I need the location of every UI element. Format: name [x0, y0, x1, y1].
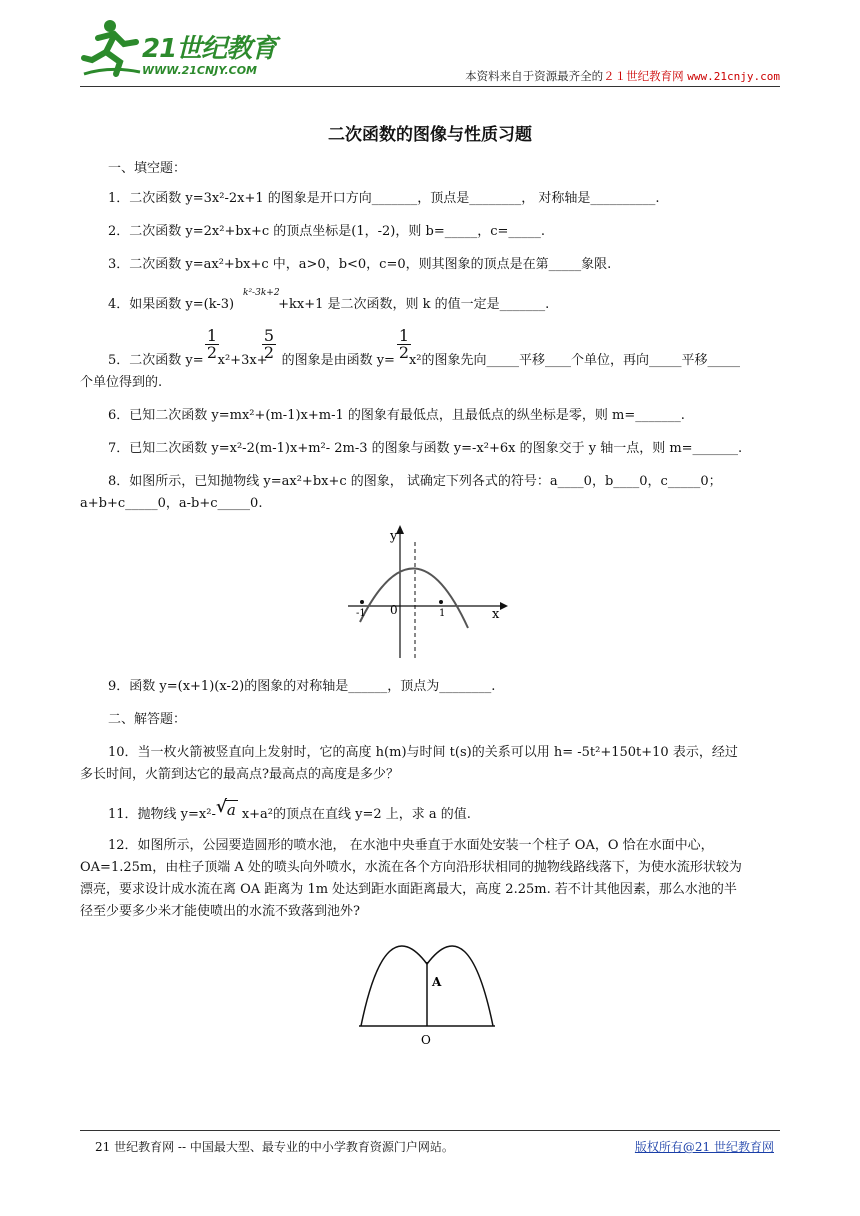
- question-5-part-b: x²+3x+: [217, 353, 268, 368]
- question-2: 2．二次函数 y=2x²+bx+c 的顶点坐标是(1，-2)，则 b=_____，c=_____.: [108, 224, 546, 239]
- section-answer: 二、解答题：: [108, 712, 187, 727]
- logo-text: 21世纪教育: [142, 34, 277, 64]
- question-5: [80, 352, 808, 370]
- question-10: 10．当一枚火箭被竖直向上发射时，它的高度 h(m)与时间 t(s)的关系可以用 h= -5t²+150t+10 表示，经过: [108, 745, 738, 760]
- question-8-cont: a+b+c_____0，a-b+c_____0.: [80, 496, 263, 511]
- question-5-part-a: 5．二次函数 y=: [108, 353, 204, 368]
- source-url[interactable]: www.21cnjy.com: [687, 70, 780, 83]
- left-water-arc: [361, 946, 427, 1026]
- question-5-part-c: 的图象是由函数 y=: [281, 353, 395, 368]
- question-10-cont: 多长时间，火箭到达它的最高点?最高点的高度是多少？: [80, 767, 399, 782]
- fraction-half-1: $\frac{1}{2}$: [206, 326, 218, 362]
- question-8: 8．如图所示，已知抛物线 y=ax²+bx+c 的图象， 试确定下列各式的符号：a____0，b____0，c_____0；: [108, 474, 722, 489]
- page-title: 二次函数的图像与性质习题: [328, 125, 532, 145]
- source-line: [465, 68, 780, 84]
- question-4-start: 4．如果函数 y=(k-3): [108, 297, 235, 312]
- question-9: 9．函数 y=(x+1)(x-2)的图象的对称轴是______，顶点为________.: [108, 679, 496, 694]
- question-3: 3．二次函数 y=ax²+bx+c 中，a>0，b<0，c=0，则其图象的顶点是在第_____象限.: [108, 257, 612, 272]
- point-neg1: [360, 600, 364, 604]
- copyright-link[interactable]: 版权所有@21 世纪教育网: [634, 1140, 774, 1154]
- section-fill-in: 一、填空题：: [108, 161, 187, 176]
- x-label: x: [492, 607, 500, 622]
- question-5-part-d: x²的图象先向_____平移____个单位，再向_____平移_____: [408, 353, 740, 368]
- point-1: [439, 600, 443, 604]
- question-7: 7．已知二次函数 y=x²-2(m-1)x+m²- 2m-3 的图象与函数 y=-x²+6x 的图象交于 y 轴一点，则 m=_______.: [108, 441, 743, 456]
- fraction-five-halves: $\frac{5}{2}$: [263, 326, 275, 362]
- parabola-figure: [340, 522, 510, 660]
- runner-logo-icon: [80, 16, 142, 78]
- question-11-end: x+a²的顶点在直线 y=2 上，求 a 的值.: [241, 807, 471, 822]
- question-12-line2: OA=1.25m，由柱子顶端 A 处的喷头向外喷水，水流在各个方向沿形状相同的抛物线路线落下，为使水流形状较为: [80, 860, 742, 875]
- logo-url: WWW.21CNJY.COM: [142, 64, 257, 77]
- source-site: ２１世纪教育网: [603, 69, 684, 83]
- point-a-label: A: [432, 975, 442, 989]
- x-axis-arrow: [500, 602, 508, 610]
- question-5-cont: 个单位得到的.: [80, 375, 163, 390]
- sqrt-icon: √: [215, 797, 228, 817]
- question-11: [80, 797, 808, 824]
- question-1: 1．二次函数 y=3x²-2x+1 的图象是开口方向_______，顶点是________， 对称轴是__________.: [108, 191, 660, 206]
- source-prefix: 本资料来自于资源最齐全的: [465, 69, 604, 83]
- fountain-figure: [355, 928, 500, 1050]
- y-label: y: [390, 529, 398, 544]
- question-12-line3: 漂亮，要求设计成水流在离 OA 距离为 1m 处达到距水面距离最大，高度 2.25m. 若不计其他因素，那么水池的半: [80, 882, 737, 897]
- neg1-label: -1: [356, 608, 366, 619]
- one-label: 1: [439, 608, 446, 619]
- question-11-start: 11．抛物线 y=x²-: [108, 807, 216, 822]
- question-4-end: +kx+1 是二次函数，则 k 的值一定是_______.: [278, 297, 550, 312]
- question-4-exponent: k²-3k+2: [243, 288, 280, 298]
- question-12: 12．如图所示，公园要造圆形的喷水池， 在水池中央垂直于水面处安装一个柱子 OA，O 恰在水面中心，: [108, 838, 714, 853]
- question-4: [80, 296, 808, 314]
- logo: [80, 16, 280, 80]
- fraction-half-2: $\frac{1}{2}$: [398, 326, 410, 362]
- sqrt-a: √ a: [215, 797, 236, 819]
- question-12-line4: 径至少要多少米才能使喷出的水流不致落到池外?: [80, 904, 360, 919]
- footer-text: 21 世纪教育网 -- 中国最大型、最专业的中小学教育资源门户网站。: [95, 1140, 454, 1154]
- parabola-curve: [360, 568, 468, 628]
- point-o-label: O: [421, 1033, 431, 1047]
- page-header: [80, 16, 780, 86]
- question-6: 6．已知二次函数 y=mx²+(m-1)x+m-1 的图象有最低点，且最低点的纵坐标是零，则 m=_______.: [108, 408, 685, 423]
- footer-divider: [80, 1130, 780, 1131]
- origin-label: 0: [390, 603, 398, 617]
- header-divider: [80, 86, 780, 87]
